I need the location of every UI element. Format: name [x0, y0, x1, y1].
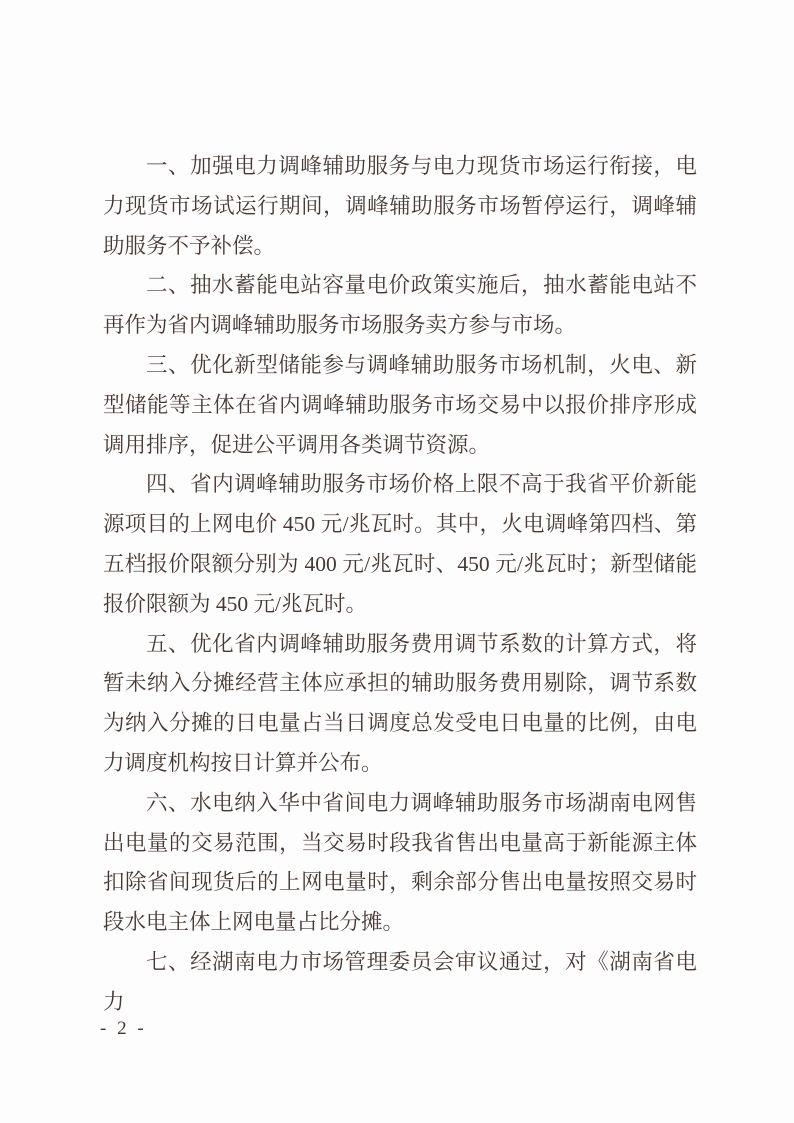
- page-number: - 2 -: [100, 1018, 147, 1039]
- paragraph-1: 一、加强电力调峰辅助服务与电力现货市场运行衔接，电力现货市场试运行期间，调峰辅助服务市场暂停运行，调峰辅助服务不予补偿。: [103, 154, 697, 258]
- paragraph-7: 七、经湖南电力市场管理委员会审议通过，对《湖南省电力: [103, 949, 697, 1014]
- document-body: [103, 147, 697, 1023]
- paragraph-6: 六、水电纳入华中省间电力调峰辅助服务市场湖南电网售出电量的交易范围，当交易时段我省售出电量高于新能源主体扣除省间现货后的上网电量时，剩余部分售出电量按照交易时段水电主体上网电量占比分摊。: [103, 790, 697, 935]
- paragraph-4: 四、省内调峰辅助服务市场价格上限不高于我省平价新能源项目的上网电价 450 元/兆瓦时。其中，火电调峰第四档、第五档报价限额分别为 400 元/兆瓦时、450 元/兆瓦时；新型储能报价限额为 450 元/兆瓦时。: [103, 472, 697, 616]
- paragraph-5: 五、优化省内调峰辅助服务费用调节系数的计算方式，将暂未纳入分摊经营主体应承担的辅助服务费用剔除，调节系数为纳入分摊的日电量占当日调度总发受电日电量的比例，由电力调度机构按日计算并公布。: [103, 631, 697, 775]
- paragraph-3: 三、优化新型储能参与调峰辅助服务市场机制，火电、新型储能等主体在省内调峰辅助服务市场交易中以报价排序形成调用排序，促进公平调用各类调节资源。: [103, 352, 697, 457]
- paragraph-2: 二、抽水蓄能电站容量电价政策实施后，抽水蓄能电站不再作为省内调峰辅助服务市场服务卖方参与市场。: [103, 273, 697, 338]
